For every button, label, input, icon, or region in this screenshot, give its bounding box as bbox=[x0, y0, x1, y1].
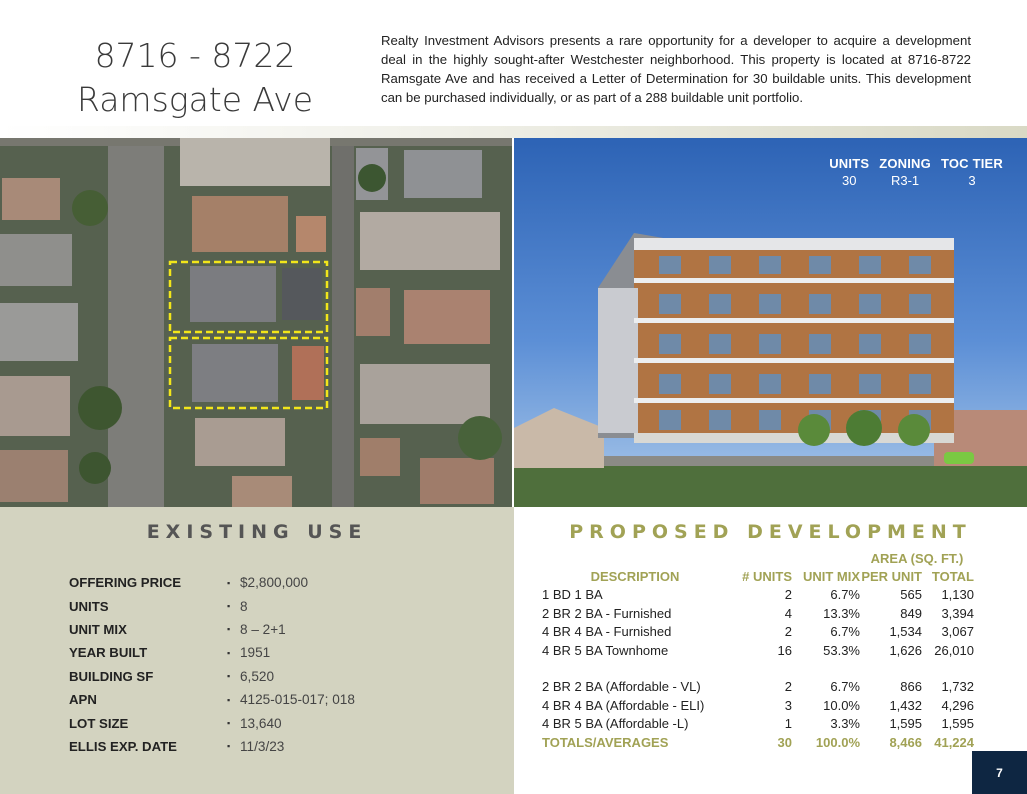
stat-value: R3-1 bbox=[890, 173, 920, 188]
fact-label: ELLIS EXP. DATE bbox=[69, 738, 177, 754]
table-cell: 6.7% bbox=[830, 624, 860, 640]
table-cell: 565 bbox=[900, 587, 922, 603]
existing-use-heading: EXISTING USE bbox=[146, 521, 368, 543]
table-cell: 866 bbox=[900, 679, 922, 695]
table-cell: 8,466 bbox=[889, 734, 922, 750]
property-title bbox=[40, 34, 350, 122]
stat-zoning bbox=[879, 156, 931, 188]
fact-label: UNIT MIX bbox=[69, 621, 127, 637]
stat-label: ZONING bbox=[879, 156, 931, 171]
column-header: # UNITS bbox=[742, 569, 792, 585]
bullet: ▪ bbox=[227, 624, 231, 635]
table-row bbox=[542, 641, 974, 659]
table-header-row bbox=[542, 567, 974, 585]
fact-value: 6,520 bbox=[240, 668, 275, 684]
fact-label: YEAR BUILT bbox=[69, 645, 148, 661]
bullet: ▪ bbox=[227, 577, 231, 588]
existing-use-facts bbox=[69, 571, 355, 758]
column-header: PER UNIT bbox=[861, 569, 922, 585]
title-street-name: Ramsgate Ave bbox=[77, 80, 313, 119]
fact-row bbox=[69, 594, 355, 617]
table-cell: 3,394 bbox=[941, 605, 974, 621]
fact-row bbox=[69, 665, 355, 688]
page-number: 7 bbox=[972, 751, 1027, 794]
table-cell: 2 bbox=[784, 679, 792, 695]
column-header: TOTAL bbox=[931, 569, 974, 585]
stat-value: 3 bbox=[968, 173, 976, 188]
table-header-row bbox=[542, 549, 974, 567]
table-cell: 2 bbox=[784, 587, 792, 603]
table-cell: 100.0% bbox=[815, 734, 860, 750]
fact-row bbox=[69, 618, 355, 641]
existing-use-panel bbox=[0, 507, 514, 794]
table-cell: 1,595 bbox=[889, 716, 922, 732]
table-cell: 1 BD 1 BA bbox=[542, 587, 603, 603]
table-cell: 16 bbox=[777, 642, 792, 658]
proposed-unit-table bbox=[542, 549, 974, 751]
totals-row bbox=[542, 733, 974, 751]
area-column-group-header: AREA (SQ. FT.) bbox=[870, 550, 964, 566]
table-cell: 4 bbox=[784, 605, 792, 621]
table-row bbox=[542, 696, 974, 714]
fact-value: 11/3/23 bbox=[240, 738, 285, 754]
aerial-photo bbox=[0, 138, 512, 507]
table-cell: 4 BR 5 BA (Affordable -L) bbox=[542, 716, 689, 732]
table-cell: 41,224 bbox=[934, 734, 974, 750]
table-cell: 2 bbox=[784, 624, 792, 640]
bullet: ▪ bbox=[227, 647, 231, 658]
table-row bbox=[542, 586, 974, 604]
column-header: UNIT MIX bbox=[802, 569, 860, 585]
table-cell: 3,067 bbox=[941, 624, 974, 640]
table-cell: 53.3% bbox=[823, 642, 860, 658]
fact-label: APN bbox=[69, 692, 97, 708]
stat-label: TOC TIER bbox=[940, 156, 1003, 171]
table-cell: 1 bbox=[784, 716, 792, 732]
table-cell: 1,534 bbox=[889, 624, 922, 640]
fact-row bbox=[69, 711, 355, 734]
table-cell: 30 bbox=[777, 734, 792, 750]
table-cell: 3.3% bbox=[830, 716, 860, 732]
table-cell: 6.7% bbox=[830, 679, 860, 695]
table-cell: 3 bbox=[784, 697, 792, 713]
table-cell: 1,130 bbox=[941, 587, 974, 603]
stat-units bbox=[829, 156, 869, 188]
fact-row bbox=[69, 688, 355, 711]
divider-band bbox=[0, 126, 1027, 138]
proposed-rendering bbox=[514, 138, 1027, 507]
stat-value: 30 bbox=[841, 173, 857, 188]
table-row bbox=[542, 715, 974, 733]
fact-row bbox=[69, 641, 355, 664]
table-cell: 1,432 bbox=[889, 697, 922, 713]
table-cell: 10.0% bbox=[823, 697, 860, 713]
table-cell: 849 bbox=[900, 605, 922, 621]
table-cell: 4 BR 5 BA Townhome bbox=[542, 642, 669, 658]
table-cell: 1,626 bbox=[889, 642, 922, 658]
table-cell: 1,732 bbox=[941, 679, 974, 695]
proposed-development-panel bbox=[514, 507, 1027, 794]
fact-value: 1951 bbox=[240, 645, 271, 661]
table-cell: 6.7% bbox=[830, 587, 860, 603]
fact-row bbox=[69, 571, 355, 594]
table-cell: TOTALS/AVERAGES bbox=[542, 734, 669, 750]
table-cell: 2 BR 2 BA (Affordable - VL) bbox=[542, 679, 701, 695]
table-cell: 13.3% bbox=[823, 605, 860, 621]
title-address-numbers: 8716 - 8722 bbox=[94, 36, 296, 75]
table-row bbox=[542, 678, 974, 696]
table-cell: 4 BR 4 BA (Affordable - ELI) bbox=[542, 697, 705, 713]
table-row bbox=[542, 604, 974, 622]
fact-label: BUILDING SF bbox=[69, 668, 154, 684]
table-cell: 1,595 bbox=[941, 716, 974, 732]
bullet: ▪ bbox=[227, 694, 231, 705]
proposed-development-heading: PROPOSED DEVELOPMENT bbox=[569, 521, 972, 543]
bullet: ▪ bbox=[227, 718, 231, 729]
fact-value: 13,640 bbox=[240, 715, 282, 731]
fact-label: UNITS bbox=[69, 598, 109, 614]
fact-value: 8 – 2+1 bbox=[240, 621, 286, 637]
bullet: ▪ bbox=[227, 671, 231, 682]
stat-label: UNITS bbox=[829, 156, 870, 171]
table-cell: 2 BR 2 BA - Furnished bbox=[542, 605, 672, 621]
stat-toc-tier bbox=[941, 156, 1003, 188]
column-header: DESCRIPTION bbox=[590, 569, 680, 585]
fact-value: 8 bbox=[240, 598, 248, 614]
fact-label: OFFERING PRICE bbox=[69, 575, 182, 591]
table-spacer-row bbox=[542, 659, 974, 677]
bullet: ▪ bbox=[227, 741, 231, 752]
fact-value: 4125-015-017; 018 bbox=[240, 692, 355, 708]
table-row bbox=[542, 623, 974, 641]
intro-paragraph: Realty Investment Advisors presents a rare opportunity for a developer to acquire a development deal in the highly sought-after Westchester neighborhood. This property is located at 8716-8722 Ramsgate Ave and has received a Letter of Determination for 30 buildable units. This development can be purchased individually, or as part of a 288 buildable unit portfolio. bbox=[381, 33, 971, 105]
fact-value: $2,800,000 bbox=[240, 575, 309, 591]
table-cell: 4,296 bbox=[941, 697, 974, 713]
fact-label: LOT SIZE bbox=[69, 715, 129, 731]
table-cell: 4 BR 4 BA - Furnished bbox=[542, 624, 672, 640]
rendering-stats bbox=[829, 156, 1003, 188]
table-cell: 26,010 bbox=[934, 642, 974, 658]
fact-row bbox=[69, 735, 355, 758]
bullet: ▪ bbox=[227, 601, 231, 612]
